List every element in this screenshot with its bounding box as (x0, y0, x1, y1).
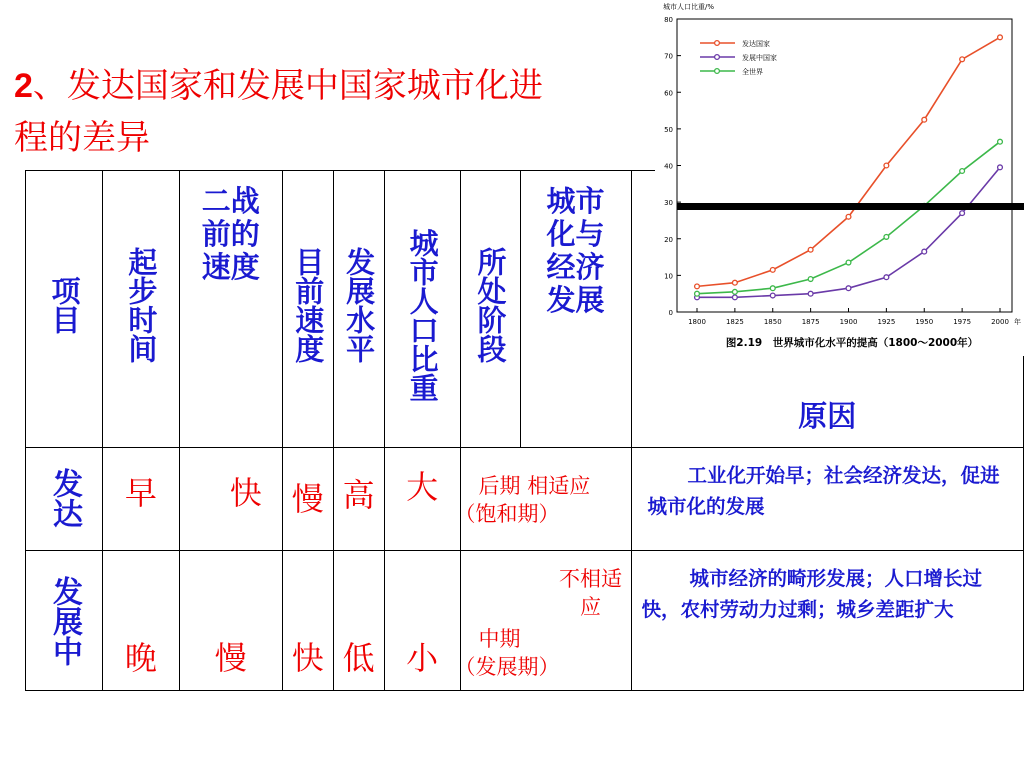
cell-prewar: 快 (179, 448, 282, 551)
data-point (998, 165, 1003, 170)
slide-title: 2、发达国家和发展中国家城市化进程的差异 (14, 66, 543, 158)
header-reason: 原因 (631, 171, 1023, 448)
x-tick-label: 1800 (688, 318, 706, 326)
data-point (770, 267, 775, 272)
legend-marker (715, 41, 720, 46)
cell-reason: 工业化开始早；社会经济发达，促进城市化的发展 (631, 448, 1023, 551)
data-point (998, 35, 1003, 40)
data-point (808, 291, 813, 296)
cell-start: 早 (102, 448, 179, 551)
x-tick-label: 1925 (877, 318, 896, 326)
table-row (26, 551, 1024, 691)
y-tick-label: 10 (664, 272, 673, 281)
data-point (884, 235, 889, 240)
plot-area (677, 19, 1012, 312)
cell-stage-econ: 不相适应 中期 （发展期） (460, 551, 631, 691)
y-tick-label: 40 (664, 162, 673, 171)
header-stage: 所处阶段 (460, 171, 520, 448)
header-dev-level: 发展水平 (333, 171, 384, 448)
x-tick-label: 1875 (801, 318, 820, 326)
data-point (922, 117, 927, 122)
x-tick-label: 1825 (725, 318, 744, 326)
data-point (960, 169, 965, 174)
data-point (960, 57, 965, 62)
row-label: 发达 (26, 448, 103, 551)
data-point (846, 214, 851, 219)
x-tick-label: 1950 (915, 318, 934, 326)
table-row (26, 448, 1024, 551)
data-point (922, 249, 927, 254)
y-tick-label: 80 (664, 16, 673, 24)
header-start-time: 起步时间 (102, 171, 179, 448)
data-point (998, 139, 1003, 144)
row-label: 发展中 (26, 551, 103, 691)
urbanization-chart (655, 0, 1024, 356)
data-point (808, 247, 813, 252)
x-tick-label: 2000 (991, 318, 1009, 326)
header-urban-ratio: 城市人口比重 (384, 171, 460, 448)
data-point (770, 286, 775, 291)
cell-ratio: 大 (384, 448, 460, 551)
cell-stage-econ: 后期 相适应 （饱和期） (460, 448, 631, 551)
legend-label: 发达国家 (742, 40, 770, 48)
cell-level: 高 (333, 448, 384, 551)
header-current-speed: 目前速度 (282, 171, 333, 448)
cell-level: 低 (333, 551, 384, 691)
y-tick-label: 60 (664, 89, 673, 98)
cell-start: 晚 (102, 551, 179, 691)
legend-marker (715, 69, 720, 74)
data-point (960, 211, 965, 216)
data-point (808, 277, 813, 282)
data-point (695, 291, 700, 296)
y-tick-label: 0 (668, 309, 673, 317)
chart-title: 图2.19 世界城市化水平的提高（1800～2000年） (725, 337, 979, 349)
header-prewar-speed: 二战前的速度 (179, 171, 282, 448)
x-unit: 年 (1014, 318, 1021, 326)
y-tick-label: 70 (664, 52, 673, 61)
cell-current: 慢 (282, 448, 333, 551)
y-tick-label: 20 (664, 235, 673, 244)
cell-ratio: 小 (384, 551, 460, 691)
y-tick-label: 50 (664, 125, 673, 134)
data-point (884, 163, 889, 168)
data-point (732, 289, 737, 294)
cell-reason: 城市经济的畸形发展；人口增长过快，农村劳动力过剩；城乡差距扩大 (631, 551, 1023, 691)
x-tick-label: 1975 (953, 318, 972, 326)
cell-current: 快 (282, 551, 333, 691)
legend-marker (715, 55, 720, 60)
cell-prewar: 慢 (179, 551, 282, 691)
data-point (846, 286, 851, 291)
data-point (770, 293, 775, 298)
data-point (695, 284, 700, 289)
data-point (884, 275, 889, 280)
y-axis-label: 城市人口比重/% (663, 3, 715, 11)
legend-label: 全世界 (742, 68, 763, 76)
y-tick-label: 30 (664, 199, 673, 208)
data-point (732, 280, 737, 285)
x-tick-label: 1850 (763, 318, 782, 326)
data-point (846, 260, 851, 265)
legend-label: 发展中国家 (742, 54, 777, 62)
header-econ: 城市化与经济发展 (520, 171, 631, 448)
header-item: 项目 (26, 171, 103, 448)
data-point (732, 295, 737, 300)
divider-bar (677, 203, 1024, 210)
x-tick-label: 1900 (839, 318, 858, 326)
